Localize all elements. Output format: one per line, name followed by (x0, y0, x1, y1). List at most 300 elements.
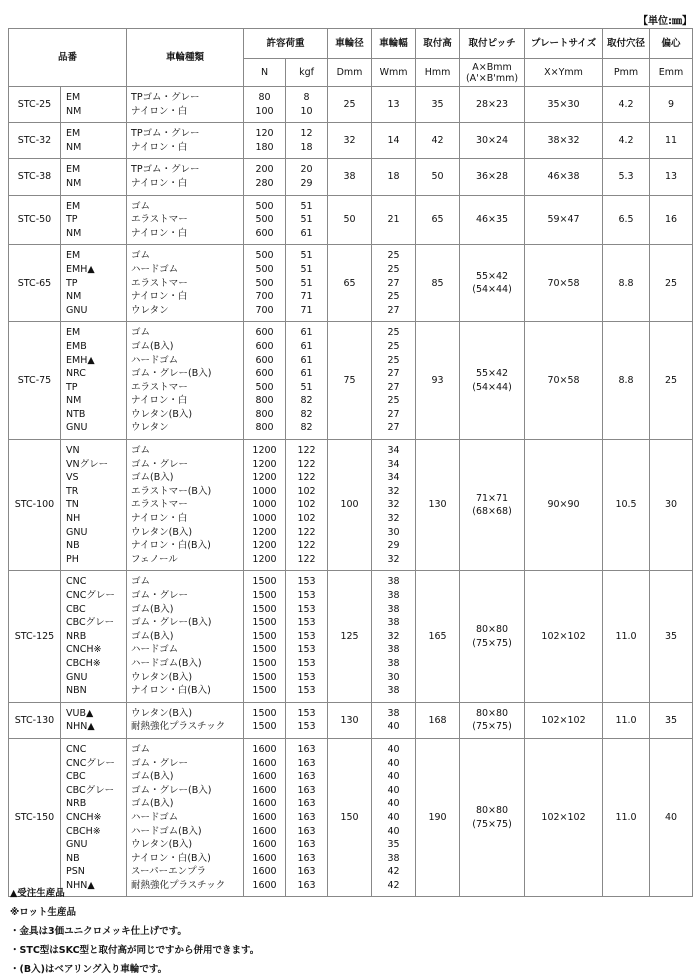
load-n (244, 738, 286, 897)
load-kgf-line: 51 (300, 214, 313, 226)
load-n-line: 1500 (252, 644, 277, 656)
wheel-width-line: 38 (387, 852, 400, 864)
offset: 25 (650, 322, 693, 440)
wheel-types-line: ハードゴム(B入) (131, 657, 202, 669)
wheel-width-line: 30 (387, 671, 400, 683)
header-load-kgf: kgf (286, 59, 328, 87)
load-kgf (286, 87, 328, 123)
wheel-dia: 38 (328, 159, 372, 195)
model-name: STC-125 (9, 571, 61, 702)
model-codes-line: TN (66, 499, 79, 511)
wheel-width-line: 42 (387, 866, 400, 878)
header-offset-unit: Emm (650, 59, 693, 87)
mount-pitch (460, 440, 525, 571)
header-offset: 偏心 (650, 29, 693, 59)
load-kgf-line: 163 (297, 825, 316, 837)
load-kgf (286, 322, 328, 440)
wheel-width-line: 40 (387, 757, 400, 769)
wheel-width-line: 38 (387, 685, 400, 697)
load-n-line: 1600 (252, 852, 277, 864)
load-kgf-line: 122 (297, 526, 316, 538)
load-n-line: 700 (255, 304, 274, 316)
wheel-types-line: ハードゴム (131, 263, 179, 275)
plate-size: 102×102 (525, 571, 603, 702)
mount-pitch-line: (54×44) (472, 284, 512, 296)
wheel-types-line: ハードゴム (131, 811, 179, 823)
wheel-types-line: ナイロン・白 (131, 395, 188, 407)
mount-height: 190 (416, 738, 460, 897)
mount-hole: 11.0 (603, 571, 650, 702)
model-codes-line: NB (66, 540, 80, 552)
wheel-width-line: 38 (387, 590, 400, 601)
model-codes-line: NHN▲ (66, 879, 95, 891)
model-codes (61, 440, 127, 571)
model-codes-line: CNCH※ (66, 811, 102, 823)
load-kgf-line: 61 (300, 340, 313, 352)
offset: 35 (650, 702, 693, 738)
load-kgf-line: 153 (297, 617, 316, 629)
load-n-line: 1000 (252, 513, 277, 525)
mount-pitch (460, 322, 525, 440)
wheel-width-line: 25 (387, 354, 400, 366)
mount-hole: 11.0 (603, 738, 650, 897)
load-kgf-line: 163 (297, 784, 316, 796)
wheel-width-line: 38 (387, 576, 400, 588)
header-mount-pitch-unit-1: A×Bmm (472, 61, 512, 73)
load-n-line: 600 (255, 327, 274, 339)
load-kgf-line: 29 (300, 177, 313, 189)
load-n-line: 1600 (252, 825, 277, 837)
wheel-dia: 50 (328, 195, 372, 245)
model-codes-line: CBCグレー (66, 784, 115, 796)
mount-pitch (460, 702, 525, 738)
wheel-width-line: 32 (387, 513, 400, 525)
mount-pitch-line: (75×75) (472, 721, 512, 733)
model-name: STC-50 (9, 195, 61, 245)
header-plate-size: プレートサイズ (525, 29, 603, 59)
load-kgf-line: 153 (297, 644, 316, 656)
wheel-width-line: 25 (387, 250, 400, 262)
notes (10, 884, 259, 979)
load-n-line: 1500 (252, 617, 277, 629)
model-codes-line: NHN▲ (66, 721, 95, 733)
load-kgf-line: 10 (300, 105, 313, 117)
wheel-types-line: ハードゴム(B入) (131, 825, 202, 837)
load-n-line: 1600 (252, 743, 277, 755)
plate-size: 102×102 (525, 738, 603, 897)
wheel-types-line: ゴム (131, 250, 151, 262)
header-mount-hole-unit: Pmm (603, 59, 650, 87)
mount-height: 165 (416, 571, 460, 702)
wheel-types-line: ゴム(B入) (131, 340, 174, 352)
load-kgf-line: 163 (297, 743, 316, 755)
wheel-dia: 150 (328, 738, 372, 897)
wheel-width-line: 34 (387, 472, 400, 484)
mount-pitch-line: (75×75) (472, 818, 512, 830)
mount-pitch-line: (68×68) (472, 506, 512, 518)
offset: 25 (650, 245, 693, 322)
model-codes-line: TR (66, 485, 79, 497)
load-n (244, 322, 286, 440)
wheel-width-line: 40 (387, 771, 400, 783)
load-n-line: 1200 (252, 445, 277, 457)
wheel-width-line: 21 (387, 214, 400, 226)
load-kgf-line: 82 (300, 422, 313, 434)
mount-pitch-line: (75×75) (472, 637, 512, 649)
plate-size: 46×38 (525, 159, 603, 195)
wheel-types (127, 123, 244, 159)
load-kgf-line: 51 (300, 250, 313, 262)
model-codes-line: NBN (66, 685, 87, 697)
model-codes-line: CNC (66, 576, 87, 588)
load-n (244, 245, 286, 322)
model-codes (61, 322, 127, 440)
load-kgf-line: 82 (300, 408, 313, 420)
wheel-types-line: ゴム・グレー (131, 757, 189, 769)
wheel-width-line: 25 (387, 263, 400, 275)
wheel-dia: 65 (328, 245, 372, 322)
load-kgf (286, 738, 328, 897)
wheel-width-line: 34 (387, 445, 400, 457)
mount-pitch (460, 123, 525, 159)
wheel-width-line: 27 (387, 304, 400, 316)
mount-pitch-line: 80×80 (475, 805, 509, 817)
model-codes (61, 123, 127, 159)
model-codes-line: EMH▲ (66, 263, 95, 275)
model-codes-line: EM (66, 250, 81, 262)
model-codes-line: NB (66, 852, 80, 864)
wheel-types-line: ナイロン・白(B入) (131, 852, 211, 864)
wheel-width-line: 32 (387, 553, 400, 565)
load-kgf-line: 153 (297, 576, 316, 588)
wheel-types (127, 322, 244, 440)
table-row (9, 702, 693, 738)
mount-pitch (460, 245, 525, 322)
load-kgf-line: 82 (300, 395, 313, 407)
load-kgf-line: 163 (297, 798, 316, 810)
load-kgf-line: 102 (297, 485, 316, 497)
offset: 16 (650, 195, 693, 245)
load-kgf-line: 153 (297, 657, 316, 669)
wheel-width (372, 440, 416, 571)
load-n (244, 87, 286, 123)
model-codes (61, 571, 127, 702)
wheel-width (372, 245, 416, 322)
load-kgf-line: 102 (297, 499, 316, 511)
load-n (244, 159, 286, 195)
wheel-types-line: ウレタン(B入) (131, 408, 193, 420)
model-codes (61, 87, 127, 123)
wheel-types (127, 195, 244, 245)
load-kgf-line: 71 (300, 304, 313, 316)
load-n-line: 120 (255, 128, 274, 140)
load-kgf-line: 163 (297, 771, 316, 783)
model-codes-line: VN (66, 445, 80, 457)
wheel-types-line: スーパーエンプラ (131, 866, 207, 878)
load-n-line: 1000 (252, 499, 277, 511)
load-kgf-line: 153 (297, 603, 316, 615)
model-codes-line: GNU (66, 839, 88, 851)
load-kgf-line: 122 (297, 540, 316, 552)
offset: 30 (650, 440, 693, 571)
model-codes-line: GNU (66, 671, 88, 683)
load-n-line: 600 (255, 340, 274, 352)
note-line: ・STC型はSKC型と取付高が同じですから併用できます。 (10, 945, 260, 956)
model-codes-line: CBCグレー (66, 617, 115, 629)
load-n-line: 1500 (252, 685, 277, 697)
load-n-line: 1600 (252, 757, 277, 769)
load-n (244, 702, 286, 738)
load-kgf-line: 122 (297, 458, 316, 470)
wheel-dia: 125 (328, 571, 372, 702)
mount-height: 130 (416, 440, 460, 571)
load-n-line: 1200 (252, 540, 277, 552)
header-mount-pitch-unit-2: (A'×B'mm) (465, 72, 519, 84)
plate-size: 38×32 (525, 123, 603, 159)
offset: 40 (650, 738, 693, 897)
load-n-line: 1500 (252, 657, 277, 669)
model-codes-line: EM (66, 200, 81, 212)
wheel-width (372, 195, 416, 245)
table-row (9, 159, 693, 195)
load-kgf-line: 163 (297, 866, 316, 878)
model-name: STC-100 (9, 440, 61, 571)
wheel-dia: 25 (328, 87, 372, 123)
wheel-types (127, 440, 244, 571)
unit-note: 【単位:㎜】 (638, 16, 692, 27)
mount-pitch-line: 55×42 (475, 368, 509, 380)
load-kgf-line: 163 (297, 839, 316, 851)
model-codes-line: VNグレー (66, 458, 109, 470)
mount-height: 42 (416, 123, 460, 159)
load-kgf-line: 163 (297, 852, 316, 864)
mount-pitch-line: 30×24 (475, 134, 509, 146)
load-kgf-line: 51 (300, 381, 313, 393)
load-n-line: 500 (255, 381, 274, 393)
load-kgf-line: 20 (300, 164, 313, 176)
load-kgf-line: 153 (297, 685, 316, 697)
load-kgf-line: 153 (297, 671, 316, 683)
model-name: STC-130 (9, 702, 61, 738)
header-wheel-width: 車輪幅 (372, 29, 416, 59)
wheel-width-line: 40 (387, 784, 400, 796)
model-codes-line: VUB▲ (66, 707, 94, 719)
wheel-width (372, 738, 416, 897)
load-n-line: 1600 (252, 771, 277, 783)
model-codes-line: CBC (66, 771, 86, 783)
note-line: ・金具は3価ユニクロメッキ仕上げです。 (10, 926, 187, 937)
plate-size: 102×102 (525, 702, 603, 738)
mount-pitch-line: 80×80 (475, 707, 509, 719)
model-codes (61, 159, 127, 195)
load-n-line: 200 (255, 164, 274, 176)
mount-height: 35 (416, 87, 460, 123)
load-n-line: 500 (255, 200, 274, 212)
offset: 9 (650, 87, 693, 123)
load-n-line: 600 (255, 227, 274, 239)
header-mount-pitch: 取付ピッチ (460, 29, 525, 59)
load-n-line: 500 (255, 214, 274, 226)
header-model: 品番 (9, 29, 127, 87)
model-codes-line: CNCグレー (66, 590, 115, 601)
load-kgf-line: 153 (297, 630, 316, 642)
table-row (9, 738, 693, 897)
mount-hole: 11.0 (603, 702, 650, 738)
wheel-width-line: 32 (387, 485, 400, 497)
wheel-width (372, 87, 416, 123)
wheel-width-line: 38 (387, 644, 400, 656)
model-codes-line: NRB (66, 798, 87, 810)
load-n-line: 1500 (252, 590, 277, 601)
model-codes-line: CBC (66, 603, 86, 615)
wheel-types-line: TPゴム・グレー (131, 128, 200, 140)
wheel-width-line: 40 (387, 798, 400, 810)
model-codes-line: GNU (66, 304, 88, 316)
wheel-types-line: 耐熱強化プラスチック (131, 879, 226, 891)
wheel-width-line: 34 (387, 458, 400, 470)
wheel-types-line: 耐熱強化プラスチック (131, 721, 226, 733)
mount-pitch (460, 195, 525, 245)
wheel-width-line: 40 (387, 811, 400, 823)
model-name: STC-65 (9, 245, 61, 322)
wheel-width-line: 27 (387, 368, 400, 380)
note-line: ※ロット生産品 (10, 907, 77, 918)
load-n-line: 1200 (252, 553, 277, 565)
load-n-line: 1200 (252, 472, 277, 484)
load-n-line: 1500 (252, 630, 277, 642)
load-n-line: 600 (255, 368, 274, 380)
model-codes-line: TP (66, 381, 78, 393)
load-n-line: 800 (255, 408, 274, 420)
model-codes-line: NM (66, 291, 82, 303)
table-row (9, 322, 693, 440)
mount-pitch-line: 55×42 (475, 270, 509, 282)
load-kgf-line: 18 (300, 141, 313, 153)
load-kgf-line: 61 (300, 354, 313, 366)
mount-pitch-line: 71×71 (475, 492, 509, 504)
load-n-line: 1200 (252, 526, 277, 538)
model-codes-line: CNC (66, 743, 87, 755)
wheel-width-line: 18 (387, 171, 400, 183)
load-n-line: 800 (255, 395, 274, 407)
load-kgf-line: 122 (297, 472, 316, 484)
model-name: STC-75 (9, 322, 61, 440)
load-kgf-line: 163 (297, 757, 316, 769)
plate-size: 35×30 (525, 87, 603, 123)
load-n-line: 1600 (252, 866, 277, 878)
load-n (244, 123, 286, 159)
wheel-types-line: ゴム (131, 576, 151, 588)
mount-pitch (460, 159, 525, 195)
model-codes-line: EM (66, 128, 81, 140)
mount-pitch (460, 87, 525, 123)
wheel-types-line: ナイロン・白 (131, 105, 188, 117)
load-kgf-line: 61 (300, 327, 313, 339)
mount-pitch-line: 28×23 (475, 98, 509, 110)
wheel-width-line: 25 (387, 340, 400, 352)
wheel-width-line: 13 (387, 98, 400, 110)
wheel-dia: 100 (328, 440, 372, 571)
model-codes-line: NH (66, 513, 81, 525)
header-plate-size-unit: X×Ymm (525, 59, 603, 87)
wheel-types-line: ゴム(B入) (131, 771, 174, 783)
plate-size: 59×47 (525, 195, 603, 245)
wheel-types-line: ウレタン(B入) (131, 839, 193, 851)
wheel-types-line: フェノール (131, 553, 178, 565)
wheel-types-line: ゴム (131, 200, 151, 212)
header-mount-pitch-unit (460, 59, 525, 87)
offset: 35 (650, 571, 693, 702)
wheel-types-line: ゴム・グレー(B入) (131, 368, 212, 380)
wheel-types (127, 159, 244, 195)
model-name: STC-38 (9, 159, 61, 195)
wheel-dia: 130 (328, 702, 372, 738)
load-kgf-line: 163 (297, 811, 316, 823)
wheel-dia: 75 (328, 322, 372, 440)
wheel-width-line: 38 (387, 603, 400, 615)
model-codes-line: PH (66, 553, 79, 565)
load-kgf (286, 440, 328, 571)
wheel-width-line: 38 (387, 657, 400, 669)
load-kgf-line: 51 (300, 200, 313, 212)
mount-hole: 8.8 (603, 245, 650, 322)
model-codes-line: CBCH※ (66, 657, 101, 669)
wheel-width (372, 571, 416, 702)
wheel-width (372, 702, 416, 738)
wheel-width-line: 40 (387, 825, 400, 837)
load-n-line: 1600 (252, 784, 277, 796)
wheel-types-line: ウレタン(B入) (131, 671, 193, 683)
model-codes-line: GNU (66, 526, 88, 538)
wheel-width-line: 25 (387, 291, 400, 303)
wheel-width-line: 30 (387, 526, 400, 538)
load-n-line: 700 (255, 291, 274, 303)
wheel-types-line: ゴム(B入) (131, 630, 174, 642)
model-codes (61, 702, 127, 738)
load-kgf (286, 702, 328, 738)
load-n-line: 1500 (252, 671, 277, 683)
table-row (9, 440, 693, 571)
load-n-line: 1600 (252, 811, 277, 823)
wheel-width-line: 27 (387, 422, 400, 434)
header-mount-height: 取付高 (416, 29, 460, 59)
model-codes-line: EMH▲ (66, 354, 95, 366)
wheel-width (372, 159, 416, 195)
mount-hole: 4.2 (603, 123, 650, 159)
wheel-width (372, 322, 416, 440)
wheel-types-line: ナイロン・白 (131, 291, 188, 303)
wheel-types-line: ウレタン (131, 422, 169, 434)
header-load-n: N (244, 59, 286, 87)
load-kgf-line: 61 (300, 368, 313, 380)
load-n-line: 100 (255, 105, 274, 117)
wheel-width-line: 14 (387, 134, 400, 146)
wheel-types-line: ハードゴム (131, 644, 179, 656)
wheel-width-line: 32 (387, 630, 400, 642)
wheel-types-line: ウレタン(B入) (131, 707, 193, 719)
mount-height: 65 (416, 195, 460, 245)
load-kgf (286, 571, 328, 702)
plate-size: 70×58 (525, 245, 603, 322)
plate-size: 70×58 (525, 322, 603, 440)
load-kgf-line: 102 (297, 513, 316, 525)
load-n (244, 195, 286, 245)
mount-pitch-line: 80×80 (475, 623, 509, 635)
mount-pitch-line: 36×28 (475, 171, 509, 183)
load-kgf-line: 153 (297, 590, 316, 601)
table-row (9, 195, 693, 245)
wheel-width-line: 35 (387, 839, 400, 851)
